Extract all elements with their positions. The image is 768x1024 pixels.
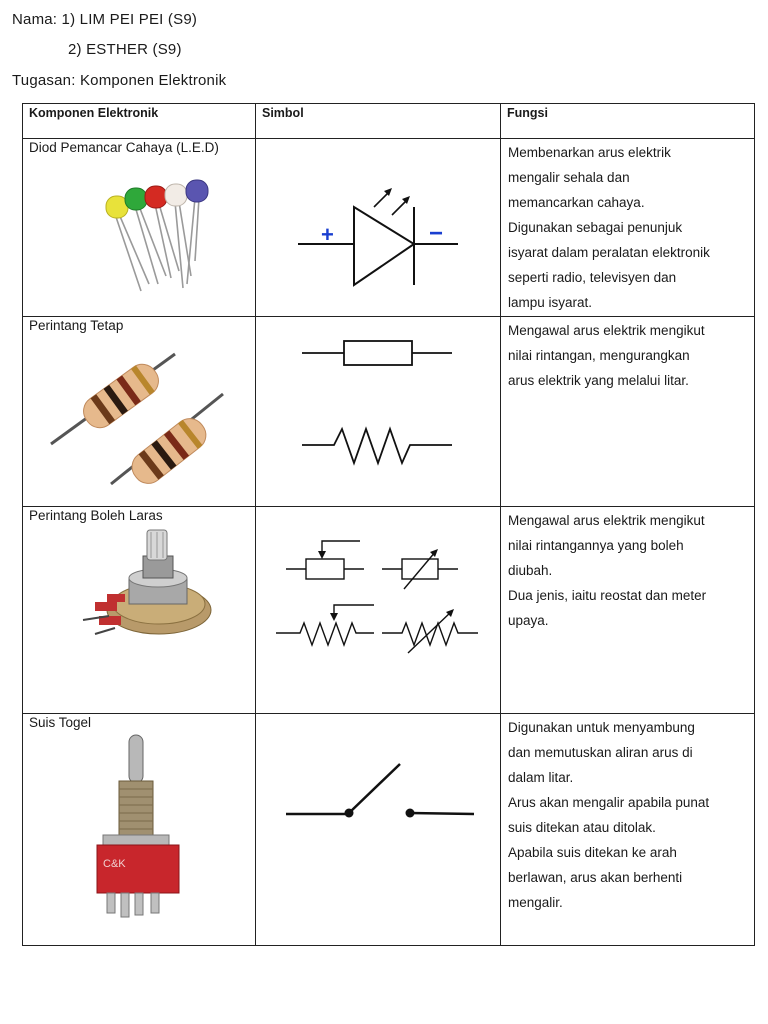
student-name-2: 2) ESTHER (S9) (68, 41, 182, 58)
function-text: Mengawal arus elektrik mengikut nilai rintangannya yang boleh diubah. Dua jenis, iaitu reostat dan meter upaya. (508, 513, 707, 628)
symbol-cell (256, 317, 501, 507)
function-text: Digunakan untuk menyambung dan memutuskan aliran arus di dalam litar. Arus akan mengalir apabila punat suis ditekan atau ditolak. Apabila suis ditekan ke arah berlawan, arus akan berhenti mengalir. (508, 720, 710, 910)
assignment-title: Tugasan: Komponen Elektronik (12, 72, 227, 89)
column-header-component: Komponen Elektronik (23, 104, 256, 139)
component-cell (23, 317, 256, 507)
function-text: Mengawal arus elektrik mengikut nilai rintangan, mengurangkan arus elektrik yang melalui litar. (508, 323, 705, 388)
component-name: Perintang Tetap (29, 318, 124, 333)
column-header-symbol: Simbol (256, 104, 501, 139)
table-row (23, 714, 755, 946)
function-cell (501, 714, 755, 946)
symbol-cell (256, 507, 501, 714)
component-cell (23, 714, 256, 946)
plus-sign: + (321, 222, 334, 247)
potentiometer-photo (23, 524, 254, 706)
table-row (23, 139, 755, 317)
component-cell (23, 507, 256, 714)
switch-brand-label: C&K (103, 858, 126, 870)
fixed-resistor-symbols (256, 317, 499, 505)
function-cell (501, 507, 755, 714)
function-cell (501, 317, 755, 507)
symbol-cell (256, 139, 501, 317)
minus-sign: − (429, 220, 444, 247)
table-row (23, 317, 755, 507)
component-name: Suis Togel (29, 715, 92, 730)
switch-symbol (256, 714, 499, 944)
component-cell (23, 139, 256, 317)
table-row (23, 507, 755, 714)
symbol-cell (256, 714, 501, 946)
component-name: Perintang Boleh Laras (29, 508, 163, 523)
component-name: Diod Pemancar Cahaya (L.E.D) (29, 140, 219, 155)
variable-resistor-symbols (256, 507, 499, 712)
column-header-function: Fungsi (501, 104, 755, 139)
led-photo (23, 156, 254, 306)
components-table (22, 103, 755, 946)
function-text: Membenarkan arus elektrik mengalir sehala dan memancarkan cahaya. Digunakan sebagai penunjuk isyarat dalam peralatan elektronik seperti radio, televisyen dan lampu isyarat. (508, 145, 710, 310)
led-symbol (256, 139, 499, 314)
resistor-photo (23, 334, 254, 499)
function-cell (501, 139, 755, 317)
table-header-row (23, 104, 755, 139)
toggle-switch-photo (23, 731, 254, 937)
student-name-1: Nama: 1) LIM PEI PEI (S9) (12, 11, 198, 28)
